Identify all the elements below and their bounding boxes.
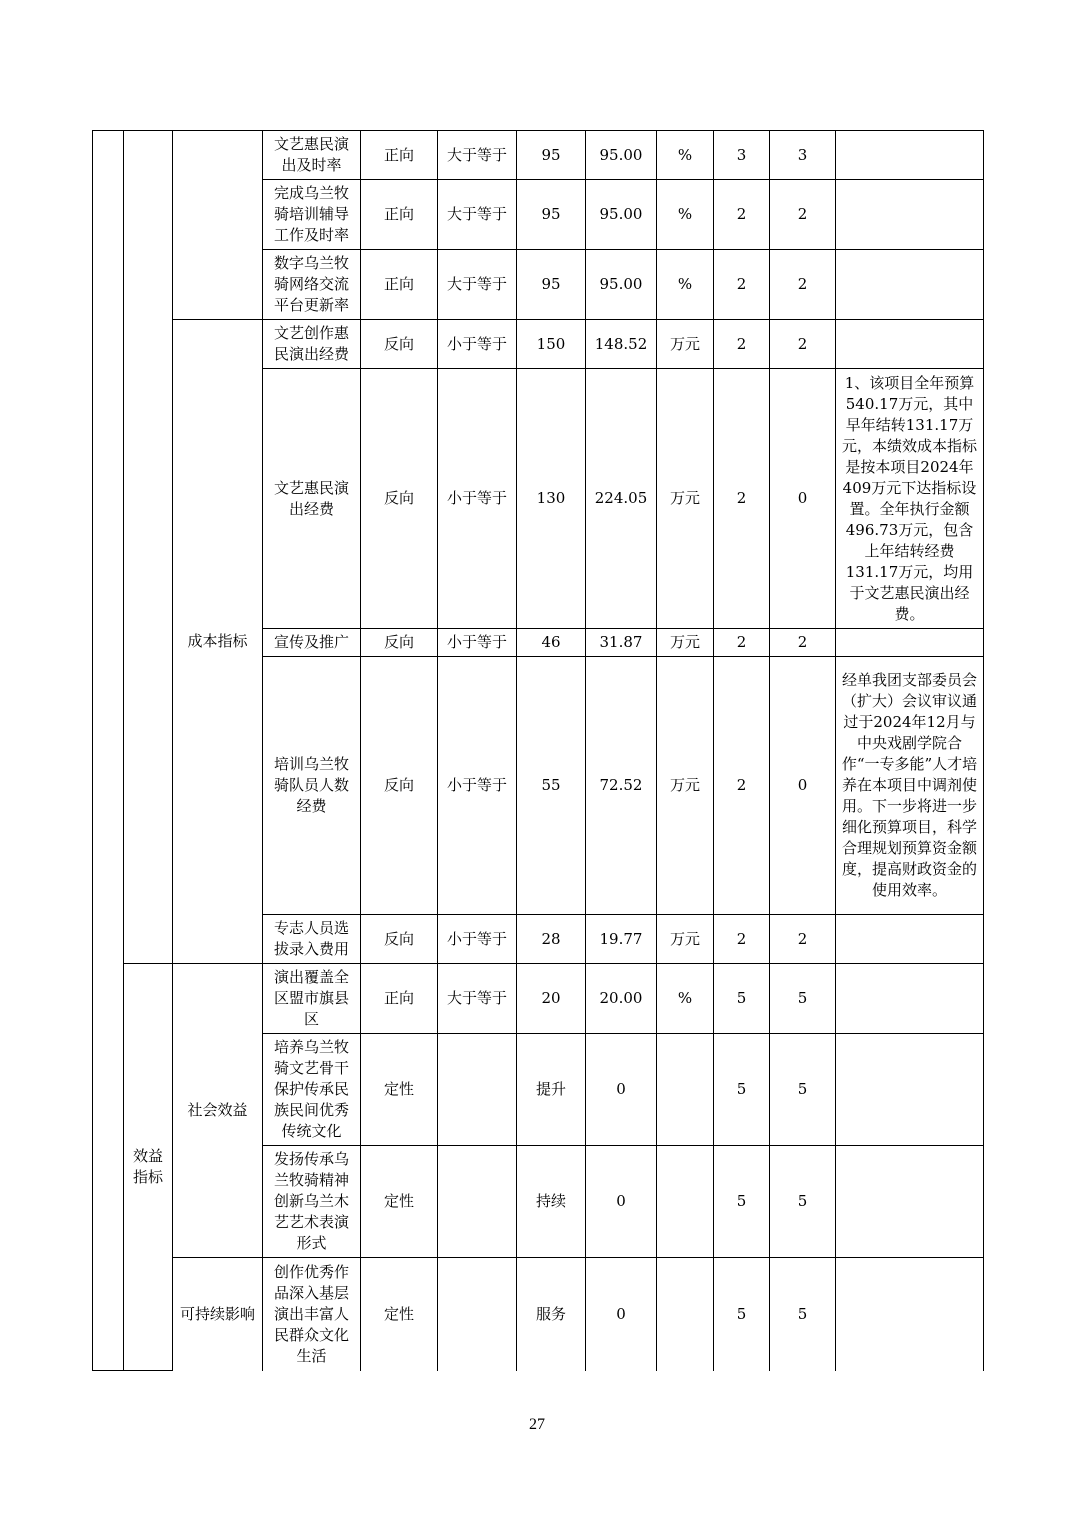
indicator-name: 文艺惠民演出及时率 [263, 131, 361, 180]
table-row [93, 320, 984, 369]
score-value: 2 [770, 915, 836, 964]
score-value: 5 [770, 964, 836, 1034]
blank-level3-cell [173, 131, 263, 320]
indicator-name: 发扬传承乌兰牧骑精神创新乌兰木艺艺术表演形式 [263, 1146, 361, 1258]
actual-value: 95.00 [586, 131, 657, 180]
score-value: 0 [770, 369, 836, 629]
unit-cell: 万元 [657, 657, 714, 915]
group-label-sustain: 可持续影响 [173, 1258, 263, 1371]
unit-cell [657, 1258, 714, 1371]
performance-indicator-table [92, 130, 984, 1371]
operator-cell: 大于等于 [438, 964, 517, 1034]
target-value: 28 [517, 915, 586, 964]
operator-cell: 小于等于 [438, 629, 517, 657]
target-value: 46 [517, 629, 586, 657]
target-value: 提升 [517, 1034, 586, 1146]
operator-cell: 小于等于 [438, 657, 517, 915]
score-value: 2 [770, 320, 836, 369]
target-value: 95 [517, 180, 586, 250]
operator-cell: 小于等于 [438, 369, 517, 629]
operator-cell [438, 1034, 517, 1146]
operator-cell [438, 1258, 517, 1371]
unit-cell: 万元 [657, 915, 714, 964]
note-cell [836, 131, 984, 180]
operator-cell: 大于等于 [438, 131, 517, 180]
table-row [93, 131, 984, 180]
indicator-name: 培训乌兰牧骑队员人数经费 [263, 657, 361, 915]
unit-cell: % [657, 180, 714, 250]
target-value: 持续 [517, 1146, 586, 1258]
note-cell: 1、该项目全年预算540.17万元，其中早年结转131.17万元，本绩效成本指标是按本项目2024年409万元下达指标设置。全年执行金额496.73万元，包含上年结转经费131.17万元，均用于文艺惠民演出经费。 [836, 369, 984, 629]
actual-value: 19.77 [586, 915, 657, 964]
indicator-name: 完成乌兰牧骑培训辅导工作及时率 [263, 180, 361, 250]
score-value: 0 [770, 657, 836, 915]
actual-value: 0 [586, 1258, 657, 1371]
actual-value: 95.00 [586, 180, 657, 250]
direction-cell: 正向 [361, 250, 438, 320]
note-cell [836, 964, 984, 1034]
weight-value: 5 [714, 1034, 770, 1146]
note-cell [836, 1146, 984, 1258]
group-label-cost: 成本指标 [173, 320, 263, 964]
note-cell [836, 1034, 984, 1146]
group-label-social: 社会效益 [173, 964, 263, 1258]
unit-cell: 万元 [657, 320, 714, 369]
weight-value: 5 [714, 1258, 770, 1371]
indicator-name: 文艺创作惠民演出经费 [263, 320, 361, 369]
indicator-name: 专志人员选拔录入费用 [263, 915, 361, 964]
score-value: 5 [770, 1034, 836, 1146]
unit-cell: % [657, 131, 714, 180]
weight-value: 2 [714, 629, 770, 657]
indicator-name: 演出覆盖全区盟市旗县区 [263, 964, 361, 1034]
indicator-name: 宣传及推广 [263, 629, 361, 657]
unit-cell: % [657, 250, 714, 320]
score-value: 2 [770, 250, 836, 320]
note-cell [836, 1258, 984, 1371]
operator-cell [438, 1146, 517, 1258]
target-value: 150 [517, 320, 586, 369]
note-cell [836, 320, 984, 369]
direction-cell: 定性 [361, 1034, 438, 1146]
unit-cell [657, 1146, 714, 1258]
weight-value: 2 [714, 915, 770, 964]
actual-value: 224.05 [586, 369, 657, 629]
target-value: 95 [517, 131, 586, 180]
weight-value: 3 [714, 131, 770, 180]
score-value: 5 [770, 1258, 836, 1371]
actual-value: 0 [586, 1146, 657, 1258]
note-cell [836, 629, 984, 657]
direction-cell: 反向 [361, 629, 438, 657]
page-number: 27 [529, 1416, 545, 1433]
actual-value: 95.00 [586, 250, 657, 320]
unit-cell: % [657, 964, 714, 1034]
weight-value: 5 [714, 1146, 770, 1258]
weight-value: 2 [714, 250, 770, 320]
score-value: 3 [770, 131, 836, 180]
blank-level2-cell [124, 131, 173, 964]
weight-value: 2 [714, 657, 770, 915]
weight-value: 5 [714, 964, 770, 1034]
actual-value: 0 [586, 1034, 657, 1146]
weight-value: 2 [714, 369, 770, 629]
actual-value: 148.52 [586, 320, 657, 369]
operator-cell: 大于等于 [438, 250, 517, 320]
group-label-benefit: 效益指标 [124, 964, 173, 1371]
indicator-name: 文艺惠民演出经费 [263, 369, 361, 629]
note-cell [836, 250, 984, 320]
direction-cell: 定性 [361, 1258, 438, 1371]
actual-value: 72.52 [586, 657, 657, 915]
target-value: 55 [517, 657, 586, 915]
indicator-name: 数字乌兰牧骑网络交流平台更新率 [263, 250, 361, 320]
table-row [93, 964, 984, 1034]
actual-value: 31.87 [586, 629, 657, 657]
direction-cell: 定性 [361, 1146, 438, 1258]
note-cell: 经单我团支部委员会（扩大）会议审议通过于2024年12月与中央戏剧学院合作“一专多能”人才培养在本项目中调剂使用。下一步将进一步细化预算项目，科学合理规划预算资金额度，提高财政资金的使用效率。 [836, 657, 984, 915]
indicator-name: 培养乌兰牧骑文艺骨干保护传承民族民间优秀传统文化 [263, 1034, 361, 1146]
table-row [93, 1258, 984, 1371]
actual-value: 20.00 [586, 964, 657, 1034]
score-value: 2 [770, 180, 836, 250]
indicator-name: 创作优秀作品深入基层演出丰富人民群众文化生活 [263, 1258, 361, 1371]
score-value: 2 [770, 629, 836, 657]
operator-cell: 小于等于 [438, 915, 517, 964]
unit-cell [657, 1034, 714, 1146]
weight-value: 2 [714, 320, 770, 369]
unit-cell: 万元 [657, 369, 714, 629]
unit-cell: 万元 [657, 629, 714, 657]
blank-level1-cell [93, 131, 124, 1371]
weight-value: 2 [714, 180, 770, 250]
target-value: 20 [517, 964, 586, 1034]
target-value: 95 [517, 250, 586, 320]
direction-cell: 反向 [361, 320, 438, 369]
target-value: 服务 [517, 1258, 586, 1371]
score-value: 5 [770, 1146, 836, 1258]
direction-cell: 反向 [361, 369, 438, 629]
direction-cell: 反向 [361, 915, 438, 964]
note-cell [836, 915, 984, 964]
note-cell [836, 180, 984, 250]
direction-cell: 正向 [361, 180, 438, 250]
operator-cell: 大于等于 [438, 180, 517, 250]
direction-cell: 反向 [361, 657, 438, 915]
target-value: 130 [517, 369, 586, 629]
direction-cell: 正向 [361, 964, 438, 1034]
direction-cell: 正向 [361, 131, 438, 180]
operator-cell: 小于等于 [438, 320, 517, 369]
